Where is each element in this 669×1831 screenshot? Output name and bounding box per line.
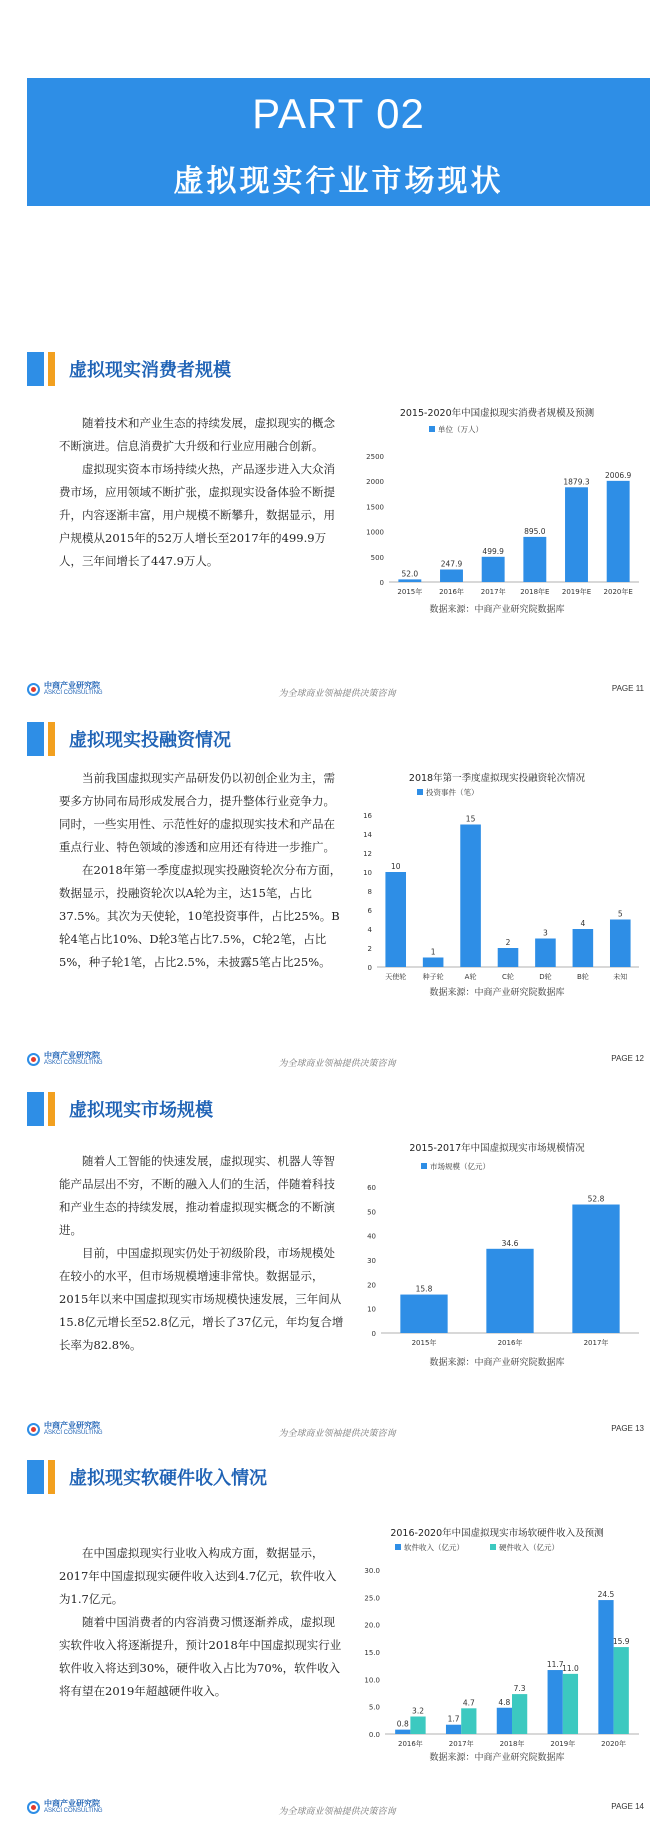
data-label: 7.3	[513, 1684, 526, 1694]
slogan: 为全球商业领袖提供决策咨询	[278, 1807, 396, 1817]
x-tick-label: 2015年	[411, 1339, 437, 1347]
bar-chart	[347, 402, 647, 627]
data-label: 1	[430, 947, 436, 957]
x-tick-label: 天使轮	[385, 973, 407, 981]
slide-body	[59, 1150, 344, 1357]
paragraph: 当前我国虚拟现实产品研发仍以初创企业为主，需要多方协同布局形成发展合力，提升整体行业竞争力。同时，一些实用性、示范性好的虚拟现实技术和产品在重点行业、特色领域的渗透和应用还有待进一步推广。	[59, 771, 335, 854]
legend-swatch	[429, 426, 435, 432]
y-tick-label: 5.0	[368, 1703, 380, 1712]
slogan: 为全球商业领袖提供决策咨询	[278, 1429, 396, 1439]
legend-swatch	[417, 789, 423, 795]
slide-title: 虚拟现实软硬件收入情况	[69, 1468, 267, 1489]
y-tick-label: 15.0	[364, 1649, 380, 1657]
slogan: 为全球商业领袖提供决策咨询	[278, 1059, 396, 1069]
data-label: 24.5	[597, 1590, 615, 1600]
bar-chart	[347, 767, 647, 1007]
y-tick-label: 6	[367, 907, 372, 915]
askci-logo	[27, 680, 117, 700]
logo-cn: 中商产业研究院	[44, 1799, 100, 1808]
x-tick-label: 2020年E	[603, 588, 633, 596]
bar	[497, 1708, 512, 1734]
y-tick-label: 30	[367, 1257, 376, 1265]
data-label: 5	[617, 909, 623, 919]
data-label: 2006.9	[605, 470, 632, 480]
section-title: 虚拟现实行业市场现状	[173, 164, 504, 199]
bar	[385, 872, 406, 967]
y-tick-label: 2500	[366, 453, 384, 461]
slogan: 为全球商业领袖提供决策咨询	[278, 689, 396, 699]
slide-footer	[27, 1420, 650, 1440]
data-label: 3	[543, 928, 548, 938]
bar	[410, 1717, 425, 1734]
data-label: 1.7	[447, 1714, 460, 1724]
askci-logo	[27, 1798, 117, 1818]
x-tick-label: 2020年	[601, 1740, 627, 1748]
bar	[610, 920, 631, 968]
chart-title: 2015-2020年中国虚拟现实消费者规模及预测	[399, 408, 595, 419]
slide-body	[59, 412, 344, 573]
x-tick-label: 2017年	[480, 588, 506, 596]
slide-title: 虚拟现实投融资情况	[69, 730, 231, 751]
y-tick-label: 20.0	[364, 1621, 380, 1630]
title-accent-bar	[27, 352, 44, 386]
paragraph: 在中国虚拟现实行业收入构成方面，数据显示，2017年中国虚拟现实硬件收入达到4.7亿元，软件收入为1.7亿元。	[59, 1546, 337, 1606]
bar	[460, 825, 481, 968]
bar	[446, 1725, 461, 1734]
askci-logo	[27, 1420, 117, 1440]
y-tick-label: 4	[367, 926, 372, 934]
data-label: 4	[580, 919, 586, 928]
slide-footer	[27, 1798, 650, 1818]
slide-market-scale	[27, 1092, 650, 1462]
x-tick-label: 2016年	[497, 1339, 523, 1347]
legend-label: 投资事件（笔）	[426, 788, 479, 797]
slide-title: 虚拟现实市场规模	[69, 1100, 213, 1121]
bar	[563, 1674, 578, 1734]
slide-consumer-scale	[27, 352, 650, 722]
slide-title: 虚拟现实消费者规模	[69, 360, 231, 381]
logo-cn: 中商产业研究院	[44, 1421, 100, 1430]
bar	[573, 929, 594, 967]
bar	[607, 481, 630, 582]
legend-label: 市场规模（亿元）	[430, 1162, 490, 1171]
slide-body	[59, 767, 344, 974]
y-tick-label: 2000	[366, 478, 384, 487]
logo-en: ASKCI CONSULTING	[44, 1808, 103, 1814]
paragraph: 在2018年第一季度虚拟现实投融资轮次分布方面，数据显示，投融资轮次以A轮为主，达15笔，占比37.5%。其次为天使轮，10笔投资事件，占比25%。B轮4笔占比10%、D轮3笔占比7.5%，C轮2笔，占比5%，种子轮1笔，占比2.5%，未披露5笔占比25%。	[59, 863, 342, 969]
page-number: PAGE 11	[611, 684, 644, 693]
x-tick-label: 2017年	[583, 1339, 609, 1347]
title-accent-bar	[27, 1460, 44, 1494]
paragraph: 虚拟现实资本市场持续火热，产品逐步进入大众消费市场，应用领域不断扩张，虚拟现实设备体验不断提升，内容逐渐丰富，用户规模不断攀升，数据显示，用户规模从2015年的52万人增长至2017年的499.9万人，三年间增长了447.9万人。	[59, 462, 335, 568]
x-tick-label: 2016年	[397, 1740, 423, 1748]
bar	[523, 537, 546, 582]
chart-title: 2016-2020年中国虚拟现实市场软硬件收入及预测	[390, 1528, 604, 1539]
y-tick-label: 40	[367, 1232, 376, 1241]
y-tick-label: 0.0	[368, 1731, 380, 1739]
bar-chart	[347, 1137, 647, 1377]
paragraph: 目前，中国虚拟现实仍处于初级阶段，市场规模处在较小的水平，但市场规模增速非常快。数据显示，2015年以来中国虚拟现实市场规模快速发展，三年间从15.8亿元增长至52.8亿元，增长了37亿元，年均复合增长率为82.8%。	[59, 1246, 344, 1352]
bar	[535, 939, 556, 968]
chart-source: 数据来源：中商产业研究院数据库	[429, 605, 565, 615]
y-tick-label: 2	[367, 945, 372, 953]
logo-en: ASKCI CONSULTING	[44, 1430, 103, 1436]
x-tick-label: 2017年	[448, 1740, 474, 1748]
legend-label: 硬件收入（亿元）	[499, 1543, 559, 1552]
data-label: 499.9	[482, 546, 504, 556]
paragraph: 随着人工智能的快速发展，虚拟现实、机器人等智能产品层出不穷，不断的融入人们的生活，伴随着科技和产业生态的持续发展，推动着虚拟现实概念的不断演进。	[59, 1154, 335, 1237]
y-tick-label: 14	[363, 831, 372, 839]
bar	[598, 1600, 613, 1734]
data-label: 34.6	[501, 1238, 519, 1248]
data-label: 1879.3	[563, 477, 590, 487]
data-label: 15	[465, 814, 476, 824]
y-tick-label: 30.0	[364, 1567, 380, 1575]
slide-footer	[27, 680, 650, 700]
y-tick-label: 12	[363, 850, 372, 858]
y-tick-label: 0	[379, 579, 384, 587]
x-tick-label: 未知	[613, 973, 628, 981]
y-tick-label: 25.0	[364, 1594, 380, 1603]
data-label: 10	[390, 862, 401, 871]
title-accent-bar-orange	[48, 352, 55, 386]
data-label: 15.8	[415, 1284, 433, 1294]
logo-en: ASKCI CONSULTING	[44, 690, 103, 696]
page-number: PAGE 14	[611, 1802, 644, 1811]
y-tick-label: 60	[367, 1184, 376, 1192]
logo-cn: 中商产业研究院	[44, 681, 100, 690]
bar	[614, 1647, 629, 1734]
section-banner	[27, 78, 650, 206]
title-accent-bar	[27, 722, 44, 756]
bar	[423, 958, 444, 968]
logo-cn: 中商产业研究院	[44, 1051, 100, 1060]
bar	[482, 557, 505, 582]
bar	[548, 1670, 563, 1734]
title-accent-bar-orange	[48, 1460, 55, 1494]
data-label: 4.8	[498, 1697, 511, 1707]
data-label: 247.9	[440, 559, 463, 569]
bar	[440, 570, 463, 582]
data-label: 4.7	[462, 1698, 475, 1708]
chart-source: 数据来源：中商产业研究院数据库	[429, 988, 565, 998]
bar	[395, 1730, 410, 1734]
chart-title: 2018年第一季度虚拟现实投融资轮次情况	[408, 773, 586, 784]
bar	[461, 1708, 476, 1734]
y-tick-label: 1000	[366, 528, 384, 537]
y-tick-label: 10.0	[364, 1676, 380, 1685]
bar	[572, 1205, 619, 1333]
x-tick-label: B轮	[576, 973, 589, 981]
x-tick-label: 种子轮	[422, 973, 444, 981]
data-label: 0.8	[396, 1719, 409, 1729]
bar	[398, 579, 421, 582]
y-tick-label: 20	[367, 1281, 376, 1290]
chart-market-scale	[347, 1137, 647, 1377]
title-accent-bar-orange	[48, 722, 55, 756]
bar	[565, 487, 588, 582]
chart-hw-sw-revenue	[347, 1522, 647, 1772]
data-label: 15.9	[612, 1637, 630, 1647]
legend-swatch	[490, 1544, 496, 1550]
title-accent-bar	[27, 1092, 44, 1126]
x-tick-label: A轮	[464, 973, 477, 981]
data-label: 11.0	[562, 1663, 579, 1673]
x-tick-label: 2019年	[550, 1740, 576, 1748]
y-tick-label: 0	[371, 1330, 376, 1338]
bar	[512, 1694, 527, 1734]
bar	[498, 948, 519, 967]
legend-swatch	[395, 1544, 401, 1550]
x-tick-label: 2018年E	[520, 588, 550, 596]
y-tick-label: 1500	[366, 503, 384, 512]
data-label: 52.0	[401, 569, 419, 579]
slide-investment	[27, 722, 650, 1092]
data-label: 3.2	[412, 1706, 424, 1716]
logo-en: ASKCI CONSULTING	[44, 1060, 103, 1066]
page-number: PAGE 12	[611, 1054, 644, 1063]
page-number: PAGE 13	[611, 1424, 644, 1433]
data-label: 52.8	[587, 1194, 605, 1204]
chart-source: 数据来源：中商产业研究院数据库	[429, 1358, 565, 1368]
legend-label: 软件收入（亿元）	[404, 1543, 464, 1552]
part-number: PART 02	[252, 90, 425, 137]
x-tick-label: 2015年	[397, 588, 423, 596]
data-label: 2	[505, 938, 511, 947]
title-accent-bar-orange	[48, 1092, 55, 1126]
legend-label: 单位（万人）	[438, 425, 483, 434]
y-tick-label: 50	[367, 1208, 376, 1217]
askci-logo	[27, 1050, 117, 1070]
bar	[486, 1249, 533, 1333]
slide-footer	[27, 1050, 650, 1070]
data-label: 11.7	[546, 1660, 564, 1670]
slide-hw-sw-revenue	[27, 1460, 650, 1830]
slide-body	[59, 1542, 344, 1703]
x-tick-label: 2018年	[499, 1740, 525, 1748]
y-tick-label: 500	[370, 553, 384, 562]
x-tick-label: 2016年	[439, 588, 464, 596]
y-tick-label: 8	[367, 888, 372, 896]
legend-swatch	[421, 1163, 427, 1169]
grouped-bar-chart	[347, 1522, 647, 1772]
bar	[400, 1295, 447, 1333]
y-tick-label: 0	[367, 964, 372, 972]
x-tick-label: D轮	[539, 973, 552, 981]
paragraph: 随着中国消费者的内容消费习惯逐渐养成，虚拟现实软件收入将逐渐提升，预计2018年中国虚拟现实行业软件收入将达到30%，硬件收入占比为70%，软件收入将有望在2019年超越硬件收入。	[59, 1615, 342, 1698]
chart-investment	[347, 767, 647, 1007]
paragraph: 随着技术和产业生态的持续发展，虚拟现实的概念不断演进。信息消费扩大升级和行业应用融合创新。	[59, 416, 335, 453]
y-tick-label: 10	[363, 869, 372, 877]
x-tick-label: 2019年E	[561, 588, 592, 596]
chart-consumer-scale	[347, 402, 647, 627]
data-label: 895.0	[524, 526, 546, 536]
y-tick-label: 16	[363, 812, 372, 820]
chart-source: 数据来源：中商产业研究院数据库	[429, 1753, 565, 1763]
y-tick-label: 10	[367, 1305, 376, 1314]
x-tick-label: C轮	[502, 973, 514, 981]
chart-title: 2015-2017年中国虚拟现实市场规模情况	[409, 1143, 585, 1154]
